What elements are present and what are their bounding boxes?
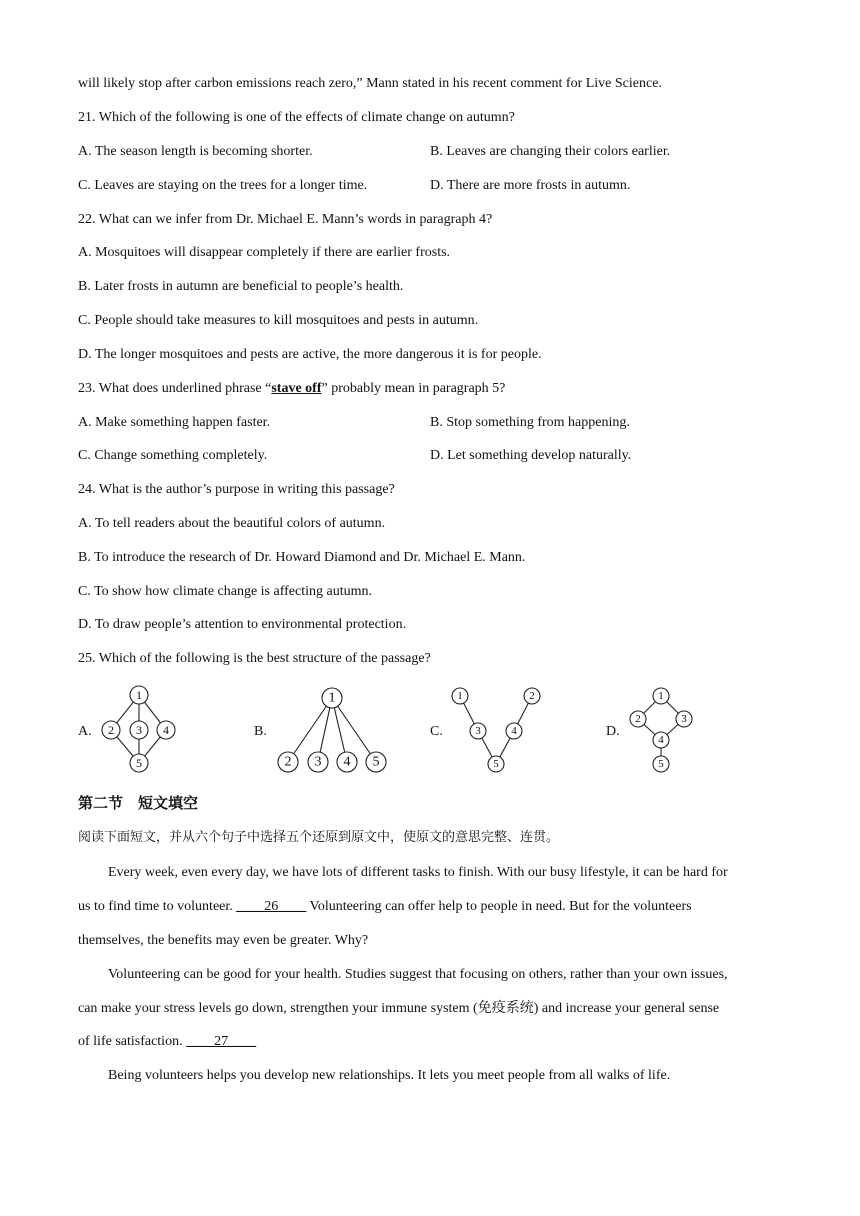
question-23-suffix: ” probably mean in paragraph 5? [321,381,506,396]
node-label: 2 [108,723,114,737]
option-25a-label: A. [78,724,92,739]
node-label: 4 [343,754,351,770]
question-23 [78,380,505,398]
node-label: 5 [136,756,142,770]
node-label: 1 [136,688,142,702]
text-span: of life satisfaction. [78,1034,187,1049]
node-label: 5 [493,758,499,770]
node-label: 4 [511,725,517,737]
paragraph-1-line-1: Every week, even every day, we have lots of different tasks to finish. With our busy lifestyle, it can be hard for [108,865,728,880]
node-label: 2 [529,690,535,702]
option-22a: A. Mosquitoes will disappear completely if there are earlier frosts. [78,245,451,260]
paragraph-1-line-3: themselves, the benefits may even be greater. Why? [78,933,369,948]
option-23b: B. Stop something from happening. [430,415,630,430]
node-label: 2 [284,754,292,770]
node-label: 2 [635,713,641,725]
question-23-prefix: 23. What does underlined phrase “ [78,381,272,396]
text-span: us to find time to volunteer. [78,899,237,914]
underlined-phrase: stave off [271,381,322,396]
paragraph-1-line-2 [78,898,692,916]
section-heading: 第二节 短文填空 [78,794,199,812]
option-23d: D. Let something develop naturally. [430,448,632,463]
option-22b: B. Later frosts in autumn are beneficial to people’s health. [78,279,404,294]
structure-diagram-b [274,684,390,776]
option-22d: D. The longer mosquitoes and pests are active, the more dangerous it is for people. [78,347,542,362]
node-label: 3 [681,713,687,725]
question-21: 21. Which of the following is one of the effects of climate change on autumn? [78,110,515,125]
option-24a: A. To tell readers about the beautiful colors of autumn. [78,516,386,531]
structure-diagram-a [98,682,182,776]
option-25c-label: C. [430,724,443,739]
node-label: 5 [372,754,380,770]
paragraph-2-line-2: can make your stress levels go down, strengthen your immune system (免疫系统) and increase your general sense [78,1001,720,1016]
question-22: 22. What can we infer from Dr. Michael E. Mann’s words in paragraph 4? [78,212,493,227]
question-25: 25. Which of the following is the best structure of the passage? [78,651,431,666]
option-22c: C. People should take measures to kill mosquitoes and pests in autumn. [78,313,479,328]
node-label: 3 [136,723,142,737]
node-label: 3 [475,725,481,737]
option-21b: B. Leaves are changing their colors earlier. [430,144,671,159]
text-line: will likely stop after carbon emissions reach zero,” Mann stated in his recent comment for Live Science. [78,76,662,91]
node-label: 4 [163,723,169,737]
option-25b-label: B. [254,724,267,739]
node-label: 5 [658,758,664,770]
paragraph-2-line-1: Volunteering can be good for your health. Studies suggest that focusing on others, rather than your own issues, [108,967,728,982]
option-21c: C. Leaves are staying on the trees for a longer time. [78,178,368,193]
text-span: Volunteering can offer help to people in need. But for the volunteers [306,899,692,914]
option-24b: B. To introduce the research of Dr. Howard Diamond and Dr. Michael E. Mann. [78,550,526,565]
structure-diagram-c [450,686,546,776]
question-24: 24. What is the author’s purpose in writing this passage? [78,482,395,497]
blank-27[interactable]: ____27____ [186,1034,257,1049]
paragraph-3-line-1: Being volunteers helps you develop new relationships. It lets you meet people from all walks of life. [108,1068,671,1083]
option-21d: D. There are more frosts in autumn. [430,178,631,193]
node-label: 1 [328,690,336,706]
node-label: 4 [658,734,664,746]
node-label: 3 [314,754,322,770]
blank-26[interactable]: ____26____ [236,899,307,914]
instructions: 阅读下面短文，并从六个句子中选择五个还原到原文中，使原文的意思完整、连贯。 [78,830,560,845]
paragraph-2-line-3 [78,1033,256,1051]
option-24c: C. To show how climate change is affecting autumn. [78,584,372,599]
option-24d: D. To draw people’s attention to environmental protection. [78,617,407,632]
option-21a: A. The season length is becoming shorter. [78,144,313,159]
option-23c: C. Change something completely. [78,448,268,463]
node-label: 1 [457,690,463,702]
structure-diagram-d [626,684,698,776]
option-23a: A. Make something happen faster. [78,415,271,430]
node-label: 1 [658,690,664,702]
option-25d-label: D. [606,724,620,739]
